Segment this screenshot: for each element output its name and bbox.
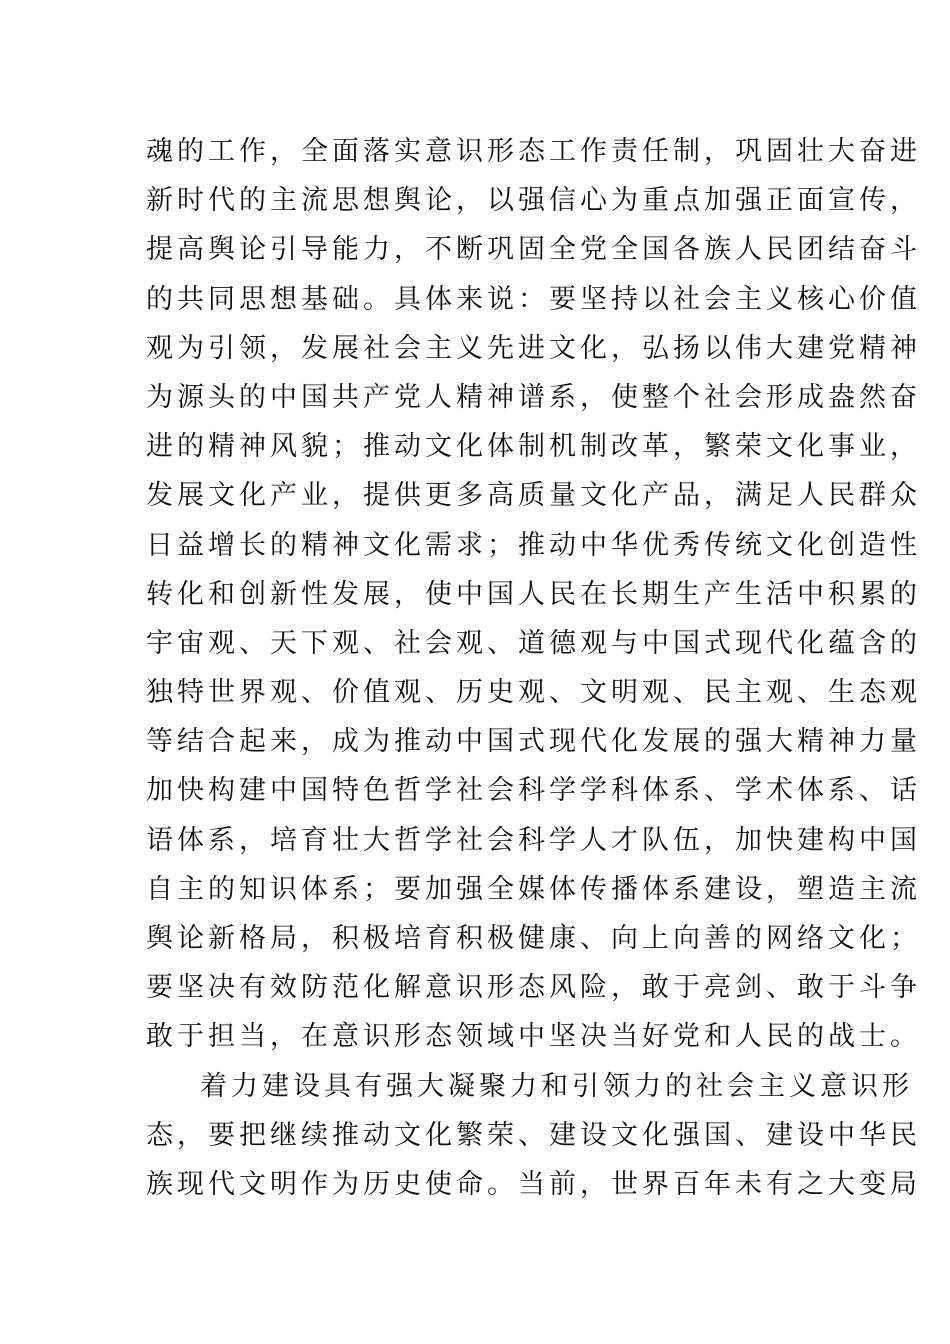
paragraph-first-line: 着力建设具有强大凝聚力和引领力的社会主义意识形 — [200, 1070, 913, 1102]
text-line: 宇宙观、天下观、社会观、道德观与中国式现代化蕴含的 — [146, 627, 921, 659]
text-line: 的共同思想基础。具体来说：要坚持以社会主义核心价值 — [146, 283, 921, 315]
text-line: 魂的工作，全面落实意识形态工作责任制，巩固壮大奋进 — [146, 136, 921, 167]
text-line: 族现代文明作为历史使命。当前，世界百年未有之大变局 — [146, 1168, 921, 1200]
text-line: 敢于担当，在意识形态领域中坚决当好党和人民的战士。 — [146, 1021, 921, 1053]
text-line: 进的精神风貌；推动文化体制机制改革，繁荣文化事业， — [146, 431, 921, 463]
text-line: 发展文化产业，提供更多高质量文化产品，满足人民群众 — [146, 480, 921, 512]
text-line: 等结合起来，成为推动中国式现代化发展的强大精神力量 — [146, 726, 921, 758]
text-line: 态，要把继续推动文化繁荣、建设文化强国、建设中华民 — [146, 1119, 921, 1151]
text-line: 自主的知识体系；要加强全媒体传播体系建设，塑造主流 — [146, 873, 921, 905]
text-line: 新时代的主流思想舆论，以强信心为重点加强正面宣传， — [146, 185, 921, 217]
text-line: 为源头的中国共产党人精神谱系，使整个社会形成盎然奋 — [146, 381, 921, 413]
text-line: 独特世界观、价值观、历史观、文明观、民主观、生态观 — [146, 677, 921, 709]
text-line: 转化和创新性发展，使中国人民在长期生产生活中积累的 — [146, 578, 921, 610]
body-text — [146, 127, 921, 1209]
text-line: 要坚决有效防范化解意识形态风险，敢于亮剑、敢于斗争 — [146, 972, 921, 1004]
text-line: 舆论新格局，积极培育积极健康、向上向善的网络文化； — [146, 923, 921, 954]
text-line: 语体系，培育壮大哲学社会科学人才队伍，加快建构中国 — [146, 824, 921, 856]
text-line: 提高舆论引导能力，不断巩固全党全国各族人民团结奋斗 — [146, 234, 921, 266]
text-line: 观为引领，发展社会主义先进文化，弘扬以伟大建党精神 — [146, 332, 921, 364]
text-line: 日益增长的精神文化需求；推动中华优秀传统文化创造性 — [146, 529, 921, 561]
text-line: 加快构建中国特色哲学社会科学学科体系、学术体系、话 — [146, 775, 921, 807]
